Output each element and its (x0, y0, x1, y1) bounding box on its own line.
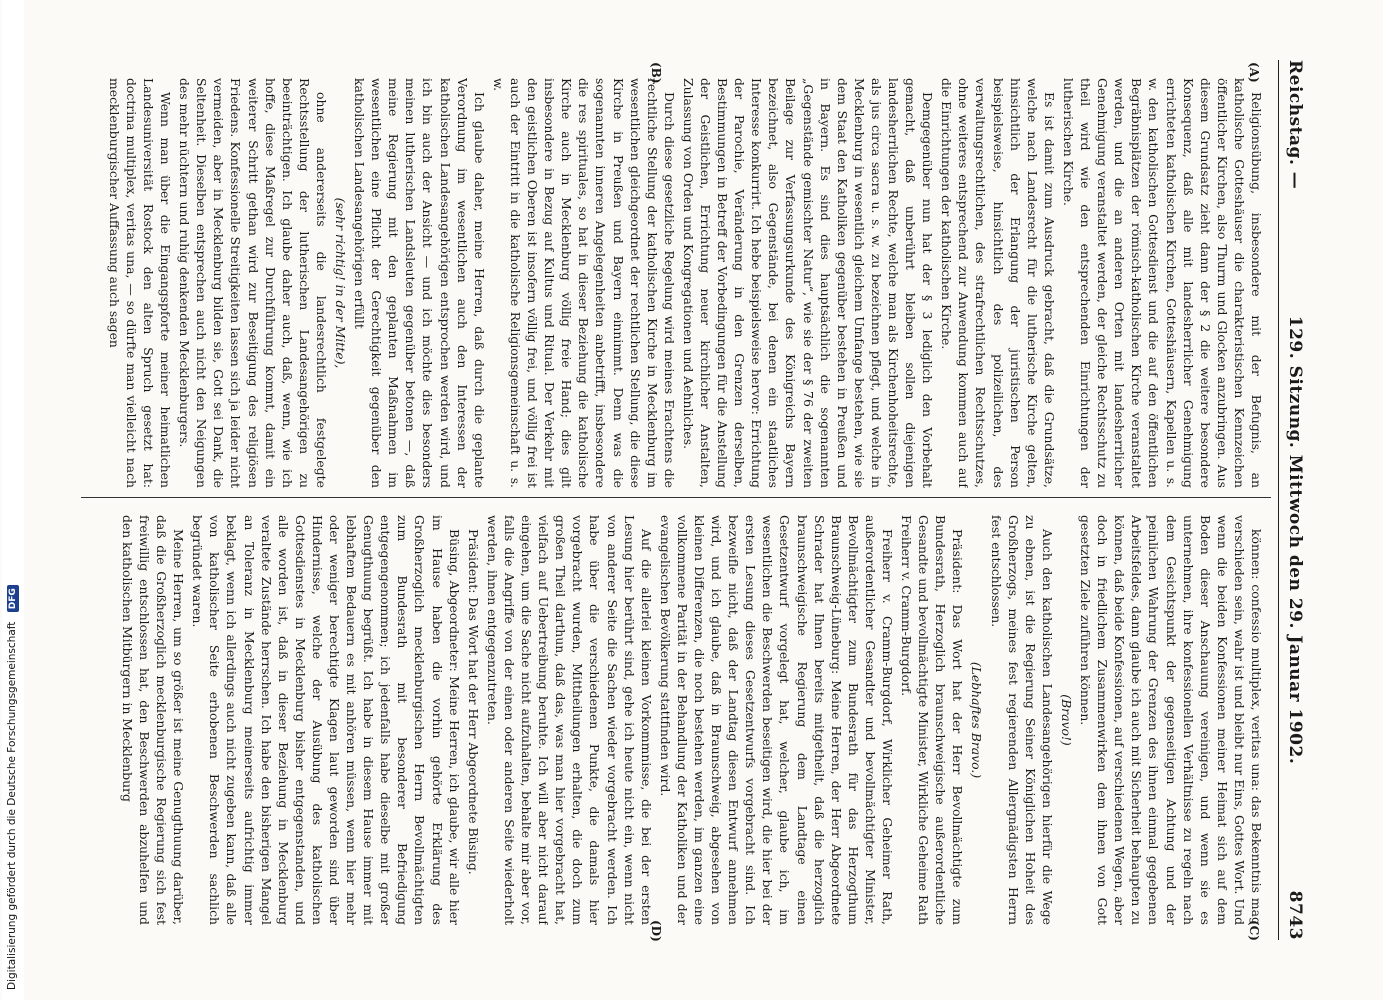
left-text-column (80, 78, 1265, 488)
paragraph: ohne andererseits die landesrechtlich festgelegte Rechtsstellung der lutherischen Landesangehörigen zu beeinträchtigen. Ich glaube daher auch, daß, wenn, wie ich hoffe, diese Maßregel zur Durchführung kommt, damit ein weiterer Schritt gethan wird zur Beseitigung des religiösen Friedens. Konfessionelle Streitigkeiten lassen sich ja leider nicht vermeiden, aber in Mecklenburg bilden sie, Gott sei Dank, die Seltenheit. Dieselben entsprechen auch nicht den Neigungen des mehr nüchtern und ruhig denkenden Mecklenburgers. (177, 78, 329, 488)
margin-marker-d: (D) (649, 920, 663, 942)
interjection: (sehr richtig! in der Mitte), (333, 197, 349, 369)
interjection: (Bravo!) (1058, 694, 1074, 746)
digitization-credit (6, 30, 19, 990)
paragraph: Büsing, Abgeordneter: Meine Herren, ich glaube, wir alle hier im Hause haben die vorhin gehörte Erklärung des Großherzoglich mecklenburgischen Herrn Bevollmächtigten zum Bundesrath mit besonderer Befriedigung entgegengenommen; ich jedenfalls habe dieselbe mit großer Genugthuung begrüßt. Ich habe in diesem Hause immer mit lebhaftem Bedauern es mit anhören müssen, wenn hier mehr oder weniger berechtigte Klagen laut geworden sind über Hindernisse, welche der Ausübung des katholischen Gottesdienstes in Mecklenburg bisher entgegenstanden, und alle worden ist, daß in dieser Beziehung in Mecklenburg veraltete Zustände herrschen. Ich habe den bisherigen Mangel an Toleranz in Mecklenburg meinerseits aufrichtig immer beklagt, wenn ich allerdings auch nicht zugeben kann, daß alle von katholischer Seite erhobenen Beschwerden sachlich begründet waren. (190, 515, 462, 925)
credit-text: Digitalisierung gefördert durch die Deutsche Forschungsgemeinschaft (6, 621, 18, 990)
paragraph: Wenn man über die Eingangspforte meiner heimatlichen Landesuniversität Rostock den alten Spruch gesetzt hat: doctrina multiplex, veritas una, — so dürfte man vielleicht nach mecklenburgischer Auffassung auch sagen (106, 78, 174, 488)
interjection: (Lebhaftes Bravo.) (969, 661, 985, 779)
page-header (1275, 60, 1305, 940)
paragraph: Es ist damit zum Ausdruck gebracht, daß die Grundsätze, welche nach Landesrecht für die lutherische Kirche gelten, hinsichtlich der Erlangung der juristischen Person beispielsweise, hinsichtlich des polizeilichen, des verwaltungsrechtlichen, des strafrechtlichen Rechtsschutzes, ohne weiteres entsprechend zur Anwendung kommen auch auf die Einrichtungen der katholischen Kirche. (939, 78, 1057, 488)
paragraph: Ich glaube daher, meine Herren, daß durch die geplante Verordnung im wesentlichen auch den Interessen der katholischen Landesangehörigen entsprochen werden wird, und ich bin auch der Ansicht — und ich möchte dies besonders meinen lutherischen Landsleuten gegenüber betonen —, daß meine Regierung mit den geplanten Maßnahmen im wesentlichen eine Pflicht der Gerechtigkeit gegenüber den katholischen Landesangehörigen erfüllt (352, 78, 487, 488)
paragraph: Auch den katholischen Landesangehörigen hierfür die Wege zu ebnen, ist die Regierung Seiner Königlichen Hoheit des Großherzogs, meines fest regierenden Allergnädigsten Herrn fest entschlossen. (988, 515, 1055, 925)
paragraph: Freiherr v. Cramm-Burgdorf, Wirklicher Geheimer Rath, außerordentlicher Gesandter und bevollmächtigter Minister, Bevollmächtigter zum Bundesrath für das Herzogthum Braunschweig-Lüneburg: Meine Herren, der Herr Abgeordnete Schrader hat Ihnen bereits mitgetheilt, daß die herzoglich braunschweigische Regierung dem Landtage einen Gesetzentwurf vorgelegt hat, welcher, glaube ich, im wesentlichen die Beschwerden beseitigen wird, die hier bei der ersten Lesung dieses Gesetzentwurfs vorgebracht sind. Ich bezweifle nicht, daß der Landtag diesen Entwurf annehmen wird, und ich glaube, daß in Braunschweig, abgesehen von kleinen Differenzen, die noch bestehen werden, im ganzen eine vollkommene Parität in der Behandlung der Katholiken und der evangelischen Bevölkerung stattfinden wird. (657, 515, 896, 925)
paragraph: können: confessio multiplex, veritas una: das Bekenntnis mag verschieden sein, wahr ist und bleibt nur Eins, Gottes Wort. Und wenn die beiden Konfessionen meiner Heimat sich auf dem Boden dieser Anschauung vereinigen, und wenn sie es unternehmen, ihre konfessionellen Verhältnisse zu regeln nach dem Gesichtspunkt der gegenseitigen Achtung und der peinlichen Wahrung der Grenzen des ihnen einmal gegebenen Arbeitsfeldes, dann glaube ich auch mit Sicherheit behaupten zu können, daß beide Konfessionen, auf verschiedenen Wegen, aber doch in friedlichem Zusammenwirken dem ihnen von Gott gesetzten Ziele zuführen können. (1078, 515, 1264, 925)
dfg-logo: DFG (7, 585, 19, 612)
margin-marker-c: (C) (1247, 920, 1261, 941)
paragraph: Durch diese gesetzliche Regelung wird meines Erachtens die rechtliche Stellung der katholischen Kirche in Mecklenburg im wesentlichen gleichgeordnet der rechtlichen Stellung, die diese Kirche in Preußen und Bayern einnimmt. Denn was die sogenannten inneren Angelegenheiten anbetrifft, insbesondere die res spirituales, so hat in dieser Beziehung die katholische Kirche auch in Mecklenburg völlig freie Hand; dies gilt insbesondere in Bezug auf Kultus und Ritual. Der Verkehr mit den geistlichen Oberen ist insofern völlig frei, und völlig frei ist auch der Eintritt in die katholische Religionsgemeinschaft u. s. w. (490, 78, 677, 488)
margin-marker-b: (B) (649, 62, 663, 84)
paragraph: Religionsübung, insbesondere mit der Befugnis, an katholische Gotteshäuser die charakteristischen Kennzeichen öffentlicher Kirchen, also Thurm und Glocken anzubringen. Aus diesem Grundsatz zieht dann der § 2 die weitere besondere Konsequenz, daß alle mit landesherrlicher Genehmigung errichteten katholischen Kirchen, Gotteshäusern, Kapellen u. s. w. den katholischen Gottesdienst und die auf den öffentlichen Begräbnisplätzen der römisch-katholischen Kirche veranstaltet werden, und die an anderen Orten mit landesherrlicher Genehmigung veranstaltet werden, der gleiche Rechtsschutz zu theil wird wie den entsprechenden Einrichtungen der lutherischen Kirche. (1060, 78, 1264, 488)
paragraph: Demgegenüber nun hat der § 3 lediglich den Vorbehalt gemacht, daß unberührt bleiben sollen diejenigen landesherrlichen Rechte, welche man als Kirchenhoheitsrechte, als jus circa sacra u. s. w. zu bezeichnen pflegt, und welche in Mecklenburg in wesentlich gleichem Umfange bestehen, wie sie dem Staat den Katholiken gegenüber bestehen in Preußen und in Bayern. Es sind dies hauptsächlich die sogenannten „Gegenstände gemischter Natur“, wie sie der § 76 der zweiten Beilage zur Verfassungsurkunde des Königreichs Bayern bezeichnet, also Gegenstände, bei denen ein staatliches Interesse konkurrirt. Ich hebe beispielsweise hervor: Errichtung der Parochie, Veränderung in den Grenzen derselben, Bestimmungen in Betreff der Vorbedingungen für die Anstellung der Geistlichen, Errichtung neuer kirchlicher Anstalten, Zulassung von Orden und Kongregationen und Aehnliches. (680, 78, 936, 488)
paragraph: Präsident: Das Wort hat der Herr Bevollmächtigte zum Bundesrath, Herzoglich braunschweigische außerordentliche Gesandte und bevollmächtigte Minister, Wirkliche Geheime Rath Freiherr v. Cramm-Burgdorf. (899, 515, 966, 925)
header-publication: Reichstag. — (1285, 60, 1305, 190)
digitization-credit-strip (2, 0, 24, 1000)
header-page-number: 8743 (1285, 890, 1305, 940)
header-rule (1278, 60, 1279, 940)
margin-marker-a: (A) (1247, 62, 1261, 83)
paragraph: Präsident: Das Wort hat der Herr Abgeordnete Büsing. (465, 529, 481, 875)
paragraph: Auf die allerlei kleinen Vorkommnisse, die bei der ersten Lesung hier berührt sind, gehe ich heute nicht ein, wenn nicht von anderer Seite die Sachen wieder vorgebracht werden. Ich habe über die verschiedenen Punkte, die damals hier vorgebracht wurden, Mittheilungen erhalten, die doch zum großen Theil darthun, daß das, was man hier vorgebracht hat, vielfach auf Uebertreibung beruhte. Ich will aber nicht darauf eingehen, um die Sache nicht aufzuhalten, behalte mir aber vor, falls die Angriffe von der einen oder anderen Seite wiederholt werden, ihnen entgegenzutreten. (484, 515, 654, 925)
column-divider (81, 497, 1271, 498)
header-session-date: 129. Sitzung. Mittwoch den 29. Januar 1902. (1285, 315, 1305, 765)
right-text-column (80, 515, 1265, 925)
paragraph: Meine Herren, um so größer ist meine Genugthuung darüber, daß die Großherzoglich mecklenburgische Regierung sich fest freiwillig entschlossen hat, den Beschwerden abzuhelfen und den katholischen Mitbürgern in Mecklenburg (119, 515, 187, 925)
